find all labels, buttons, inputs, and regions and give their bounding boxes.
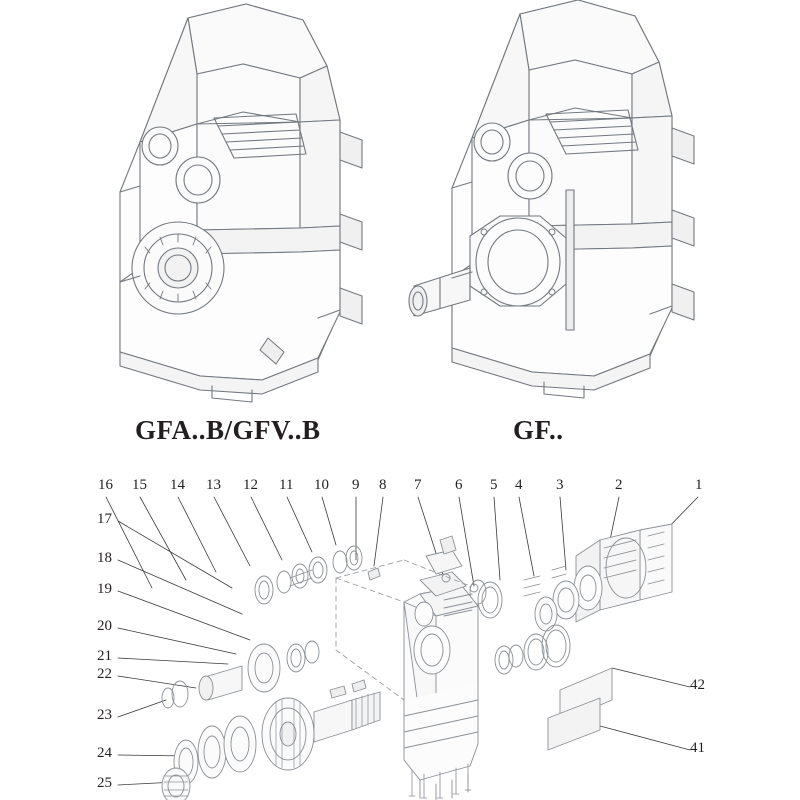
callout-5: 5	[490, 477, 498, 493]
callout-12: 12	[243, 477, 258, 493]
callout-21: 21	[97, 648, 112, 664]
callout-42: 42	[690, 677, 705, 693]
callout-16: 16	[98, 477, 113, 493]
callout-41: 41	[690, 740, 705, 756]
callout-3: 3	[556, 477, 564, 493]
caption-left: GFA..B/GFV..B	[135, 415, 321, 445]
callout-23: 23	[97, 707, 112, 723]
callout-13: 13	[206, 477, 221, 493]
callout-9: 9	[352, 477, 360, 493]
callout-14: 14	[170, 477, 185, 493]
callout-8: 8	[379, 477, 387, 493]
callout-25: 25	[97, 775, 112, 791]
callout-22: 22	[97, 666, 112, 682]
callout-2: 2	[615, 477, 623, 493]
callout-17: 17	[97, 511, 112, 527]
callout-15: 15	[132, 477, 147, 493]
callout-20: 20	[97, 618, 112, 634]
caption-right: GF..	[513, 415, 564, 445]
callout-18: 18	[97, 550, 112, 566]
callout-7: 7	[414, 477, 422, 493]
callout-4: 4	[515, 477, 523, 493]
callout-10: 10	[314, 477, 329, 493]
callout-11: 11	[279, 477, 294, 493]
callout-19: 19	[97, 581, 112, 597]
callout-1: 1	[695, 477, 703, 493]
callout-24: 24	[97, 745, 112, 761]
callout-6: 6	[455, 477, 463, 493]
